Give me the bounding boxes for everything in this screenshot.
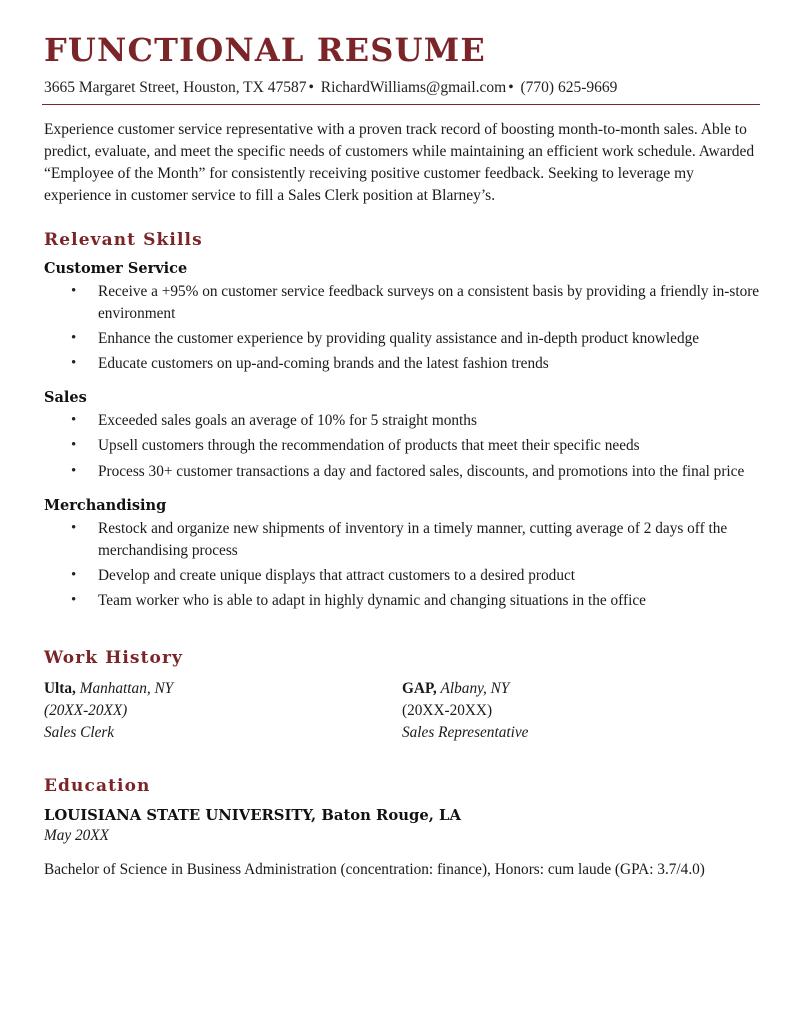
skill-bullet-list bbox=[42, 281, 760, 376]
list-item bbox=[42, 410, 760, 432]
skill-group-title: Sales bbox=[44, 389, 87, 407]
bullet-icon: • bbox=[71, 519, 77, 536]
list-item-text: Educate customers on up-and-coming brands and the latest fashion trends bbox=[98, 355, 549, 373]
education-degree: Bachelor of Science in Business Administration (concentration: finance), Honors: cum laude (GPA: 3.7/4.0) bbox=[44, 860, 705, 878]
section-heading-work-history: Work History bbox=[44, 648, 184, 669]
list-item-text: Receive a +95% on customer service feedback surveys on a consistent basis by providing a friendly in-store environment bbox=[98, 282, 760, 322]
skill-bullet-list bbox=[42, 518, 760, 613]
list-item-text: Restock and organize new shipments of inventory in a timely manner, cutting average of 2 days off the merchandising process bbox=[98, 519, 728, 559]
bullet-icon: • bbox=[71, 437, 77, 454]
list-item bbox=[42, 353, 760, 375]
header-divider bbox=[42, 104, 760, 105]
list-item bbox=[42, 518, 760, 562]
skill-group-title: Merchandising bbox=[44, 496, 167, 514]
list-item bbox=[42, 590, 760, 612]
list-item-text: Enhance the customer experience by providing quality assistance and in-depth product knowledge bbox=[98, 329, 700, 347]
skill-group-customer-service bbox=[42, 260, 760, 376]
work-dates: (20XX-20XX) bbox=[402, 702, 493, 720]
list-item-text: Exceeded sales goals an average of 10% for 5 straight months bbox=[98, 412, 477, 430]
contact-address: 3665 Margaret Street, Houston, TX 47587 bbox=[44, 78, 307, 96]
contact-separator-2: • bbox=[508, 78, 514, 96]
work-dates: (20XX-20XX) bbox=[44, 702, 128, 720]
education-school: LOUISIANA STATE UNIVERSITY, Baton Rouge, LA bbox=[44, 806, 461, 824]
section-heading-education: Education bbox=[44, 775, 151, 796]
list-item bbox=[42, 461, 760, 483]
skill-group-merchandising bbox=[42, 497, 760, 613]
skill-group-title: Customer Service bbox=[44, 259, 188, 277]
contact-email[interactable]: RichardWilliams@gmail.com bbox=[320, 78, 507, 96]
bullet-icon: • bbox=[71, 355, 77, 372]
work-entry-header bbox=[402, 678, 760, 700]
work-location: Albany, NY bbox=[440, 680, 510, 698]
work-history-entry-ulta bbox=[44, 678, 402, 743]
list-item bbox=[42, 565, 760, 587]
contact-phone[interactable]: (770) 625-9669 bbox=[520, 78, 618, 96]
work-employer: GAP, bbox=[402, 680, 437, 698]
skill-bullet-list bbox=[42, 410, 760, 483]
list-item bbox=[42, 328, 760, 350]
education-date: May 20XX bbox=[44, 826, 109, 844]
work-history-columns bbox=[44, 678, 760, 743]
list-item bbox=[42, 435, 760, 457]
contact-line bbox=[44, 78, 760, 97]
bullet-icon: • bbox=[71, 329, 77, 346]
section-heading-relevant-skills: Relevant Skills bbox=[44, 229, 203, 250]
skill-group-sales bbox=[42, 389, 760, 483]
bullet-icon: • bbox=[71, 567, 77, 584]
page-title: FUNCTIONAL RESUME bbox=[44, 31, 486, 69]
work-history-entry-gap bbox=[402, 678, 760, 743]
list-item-text: Team worker who is able to adapt in highly dynamic and changing situations in the office bbox=[98, 592, 646, 610]
work-role: Sales Representative bbox=[402, 723, 529, 741]
professional-summary: Experience customer service representative with a proven track record of boosting month-to-month sales. Able to predict, evaluate, and meet the specific needs of customers while maintaining an efficient work schedule. Awarded “Employee of the Month” for consistently receiving positive customer feedback. Seeking to leverage my experience in customer service to fill a Sales Clerk position at Blarney’s. bbox=[44, 120, 755, 205]
list-item-text: Upsell customers through the recommendation of products that meet their specific needs bbox=[98, 437, 640, 455]
bullet-icon: • bbox=[71, 412, 77, 429]
work-location: Manhattan, NY bbox=[79, 680, 174, 698]
work-entry-header bbox=[44, 678, 402, 700]
work-role: Sales Clerk bbox=[44, 723, 115, 741]
list-item-text: Process 30+ customer transactions a day and factored sales, discounts, and promotions into the final price bbox=[98, 462, 745, 480]
list-item-text: Develop and create unique displays that attract customers to a desired product bbox=[98, 567, 576, 585]
bullet-icon: • bbox=[71, 462, 77, 479]
bullet-icon: • bbox=[71, 282, 77, 299]
list-item bbox=[42, 281, 760, 325]
contact-separator-1: • bbox=[308, 78, 314, 96]
work-employer: Ulta, bbox=[44, 680, 76, 698]
bullet-icon: • bbox=[71, 592, 77, 609]
